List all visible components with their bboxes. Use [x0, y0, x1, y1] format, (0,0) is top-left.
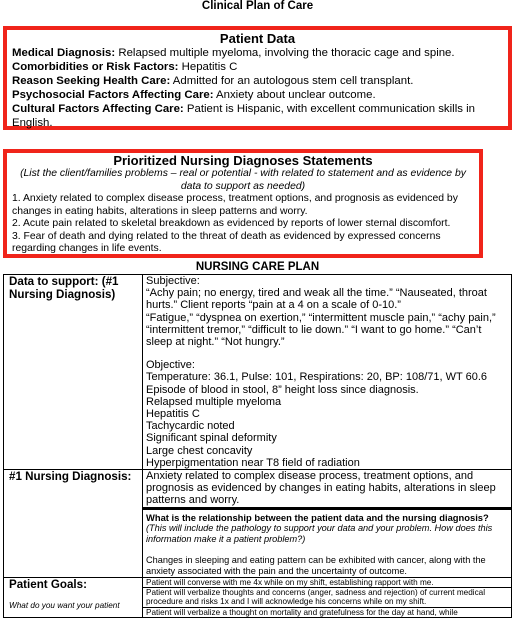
supporting-data-label: Data to support: (#1 Nursing Diagnosis): [4, 275, 143, 470]
patient-goals-hint: What do you want your patient: [9, 600, 120, 610]
objective-line: Significant spinal deformity: [146, 432, 277, 445]
patient-goals-row: [4, 577, 512, 618]
relationship-question: What is the relationship between the patient data and the nursing diagnosis?: [146, 511, 489, 523]
patient-goals-label: Patient Goals:: [9, 577, 87, 591]
nursing-diagnosis-text: Anxiety related to complex disease process, treatment options, and prognosis as evidenced by changes in eating habits, alterations in sleep patterns and worry.: [146, 470, 496, 507]
row-label: Comorbidities or Risk Factors:: [12, 61, 179, 73]
relationship-block: [143, 507, 511, 577]
nursing-diagnoses-box: [3, 149, 483, 258]
page-title: Clinical Plan of Care: [201, 0, 314, 12]
subjective-line: “Achy pain; no energy, tired and weak all the time.” “Nauseated, throat hurts.” Client reports “pain at a 4 on a scale of 0-10.”: [146, 287, 487, 312]
objective-line: Episode of blood in stool, 8” height loss since diagnosis.: [146, 383, 419, 396]
objective-line: Hyperpigmentation near T8 field of radiation: [146, 456, 360, 469]
objective-heading: Objective:: [146, 359, 195, 372]
patient-goals-label-cell: [4, 577, 143, 618]
psychosocial-factors-row: [12, 88, 503, 102]
patient-data-heading: Patient Data: [219, 31, 296, 46]
reason-seeking-care-row: [12, 74, 503, 88]
row-label: Psychosocial Factors Affecting Care:: [12, 89, 214, 101]
row-label: Medical Diagnosis:: [12, 47, 116, 59]
care-plan-title: NURSING CARE PLAN: [195, 261, 320, 273]
medical-diagnosis-row: [12, 46, 503, 60]
supporting-data-content: [143, 275, 512, 470]
goal-item: Patient will verbalize a thought on mortality and gratefulness for the day at hand, while: [146, 607, 458, 617]
row-value: Hepatitis C: [178, 61, 238, 73]
patient-goals-content: [143, 577, 512, 618]
row-label: Cultural Factors Affecting Care:: [12, 103, 184, 115]
nursing-diagnosis-row: [4, 470, 512, 578]
diagnoses-heading: Prioritized Nursing Diagnoses Statements: [113, 153, 373, 168]
nursing-diagnosis-label: #1 Nursing Diagnosis:: [4, 470, 143, 578]
objective-line: Tachycardic noted: [146, 420, 235, 433]
objective-line: Temperature: 36.1, Pulse: 101, Respirations: 20, BP: 108/71, WT 60.6: [146, 371, 487, 384]
diagnosis-item: 1. Anxiety related to complex disease process, treatment options, and prognosis as evidenced by changes in eating habits, alterations in sleep patterns and worry.: [12, 193, 458, 217]
nursing-diagnosis-content: [143, 470, 512, 578]
diagnoses-instructions: (List the client/families problems – real or potential - with related to statement and as evidence by data to support as needed): [20, 168, 466, 192]
row-label: Reason Seeking Health Care:: [12, 75, 171, 87]
supporting-data-row: [4, 275, 512, 470]
goal-item: Patient will converse with me 4x while on my shift, establishing rapport with me.: [143, 578, 511, 588]
row-value: Anxiety about unclear outcome.: [213, 89, 376, 101]
row-value: Patient is Hispanic, with excellent communication skills in English.: [12, 103, 475, 129]
subjective-heading: Subjective:: [146, 275, 200, 287]
relationship-hint: (This will include the pathology to support your data and your problem. How does this information make it a patient problem?): [146, 523, 493, 545]
patient-data-box: [3, 26, 512, 130]
objective-line: Large chest concavity: [146, 444, 253, 457]
relationship-answer: Changes in sleeping and eating pattern can be exhibited with cancer, along with the anxiety associated with the pain and the uncertainty of outcome.: [146, 555, 486, 576]
diagnosis-item: 3. Fear of death and dying related to the threat of death as evidenced by expressed concerns regarding changes in life events.: [12, 230, 441, 254]
goal-item: Patient will verbalize thoughts and concerns (anger, sadness and rejection) of current medical procedure and risks 1x and I will acknowledge his concerns while on my shift.: [143, 588, 511, 608]
row-value: Admitted for an autologous stem cell transplant.: [170, 75, 414, 87]
objective-line: Relapsed multiple myeloma: [146, 395, 282, 408]
comorbidities-row: [12, 60, 503, 74]
objective-line: Hepatitis C: [146, 408, 200, 421]
row-value: Relapsed multiple myeloma, involving the thoracic cage and spine.: [115, 47, 455, 59]
diagnosis-item: 2. Acute pain related to skeletal breakdown as evidenced by reports of lower sternal discomfort.: [12, 218, 451, 229]
subjective-line: “Fatigue,” “dyspnea on exertion,” “intermittent muscle pain,” “achy pain,” “intermittent tremor,” “difficult to lie down.” “I want to go home.” “Can’t sleep at night.” “Not hungry.”: [146, 311, 496, 349]
nursing-care-plan-table: [3, 274, 512, 618]
cultural-factors-row: [12, 102, 503, 130]
